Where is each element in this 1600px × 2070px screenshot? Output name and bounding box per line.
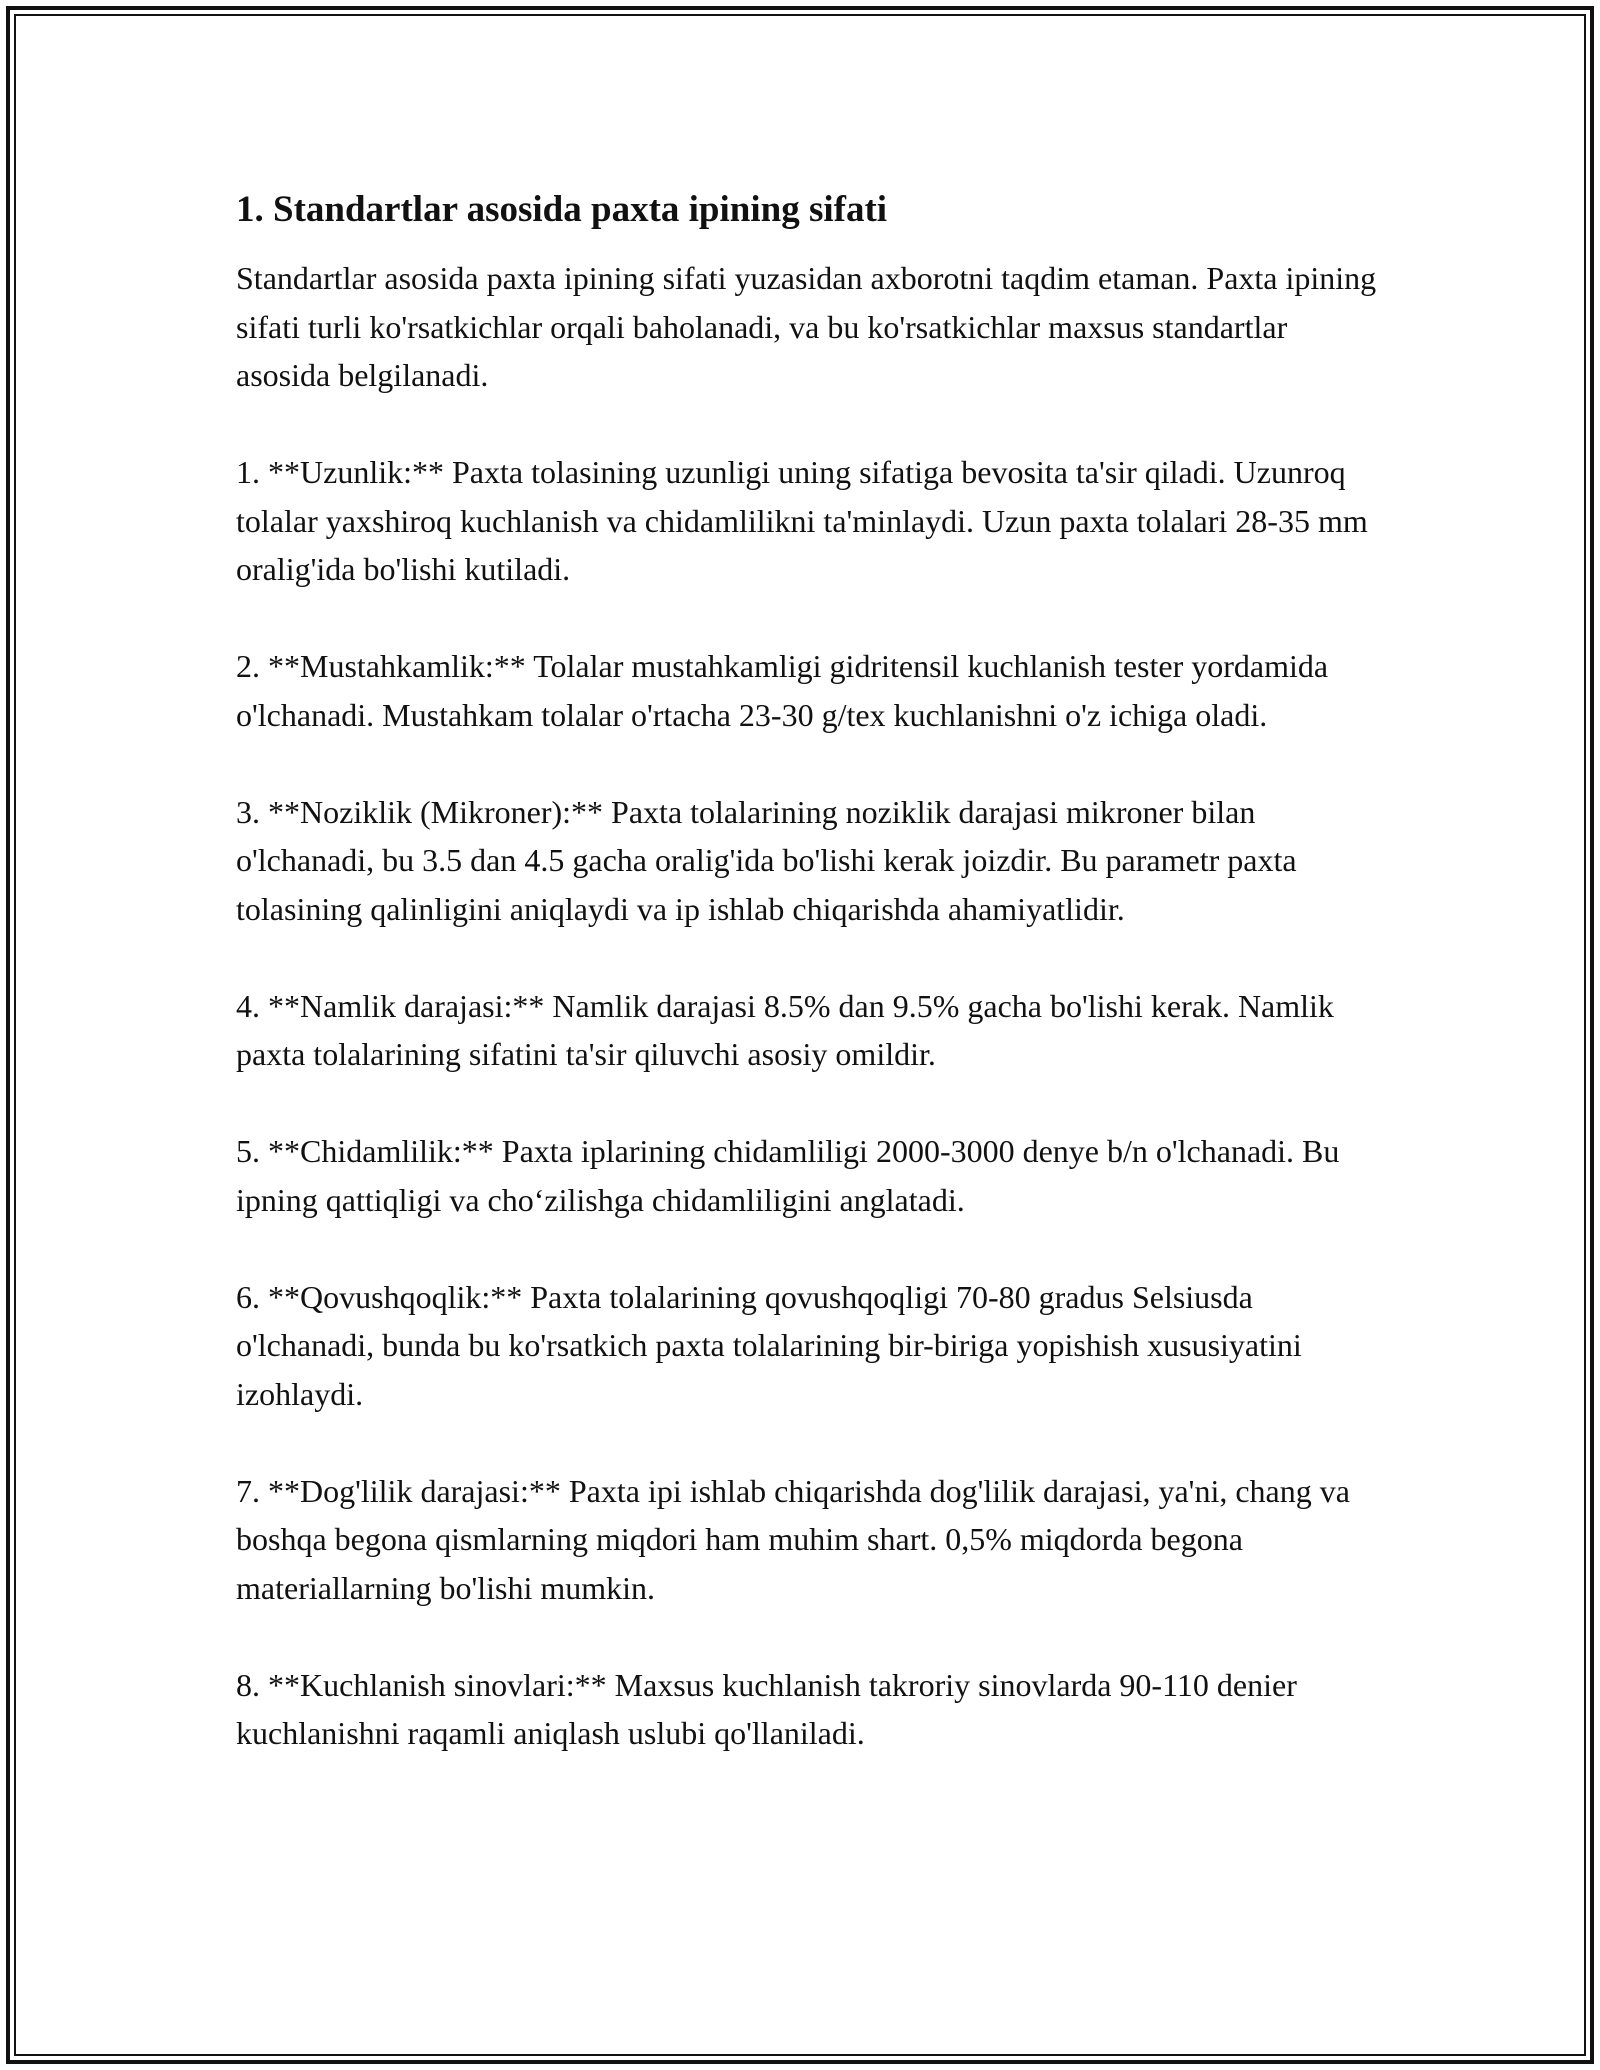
intro-paragraph: Standartlar asosida paxta ipining sifati yuzasidan axborotni taqdim etaman. Paxta ipining sifati turli ko'rsatkichlar orqali baholanadi, va bu ko'rsatkichlar maxsus standartlar asosida belgilanadi. bbox=[236, 260, 1377, 393]
item-durability-paragraph: 5. **Chidamlilik:** Paxta iplarining chidamliligi 2000-3000 denye b/n o'lchanadi. Bu ipning qattiqligi va cho‘zilishga chidamliligini anglatadi. bbox=[236, 1133, 1340, 1218]
document-body bbox=[236, 186, 1386, 1806]
item-length-paragraph: 1. **Uzunlik:** Paxta tolasining uzunligi uning sifatiga bevosita ta'sir qiladi. Uzunroq tolalar yaxshiroq kuchlanish va chidamlilikni ta'minlaydi. Uzun paxta tolalari 28-35 mm oralig'ida bo'lishi kutiladi. bbox=[236, 454, 1368, 587]
item-trash-content-paragraph: 7. **Dog'lilik darajasi:** Paxta ipi ishlab chiqarishda dog'lilik darajasi, ya'ni, chang va boshqa begona qismlarning miqdori ham muhim shart. 0,5% miqdorda begona materiallarning bo'lishi mumkin. bbox=[236, 1472, 1350, 1606]
item-moisture-paragraph: 4. **Namlik darajasi:** Namlik darajasi 8.5% dan 9.5% gacha bo'lishi kerak. Namlik paxta tolalarining sifatini ta'sir qiluvchi asosiy omildir. bbox=[236, 987, 1334, 1072]
item-viscosity-paragraph: 6. **Qovushqoqlik:** Paxta tolalarining qovushqoqligi 70-80 gradus Selsiusda o'lchanadi, bunda bu ko'rsatkich paxta tolalarining bir-biriga yopishish xususiyatini izohlaydi. bbox=[236, 1278, 1302, 1412]
item-strength-paragraph: 2. **Mustahkamlik:** Tolalar mustahkamligi gidritensil kuchlanish tester yordamida o'lchanadi. Mustahkam tolalar o'rtacha 23-30 g/tex kuchlanishni o'z ichiga oladi. bbox=[236, 648, 1329, 733]
item-tension-tests-paragraph: 8. **Kuchlanish sinovlari:** Maxsus kuchlanish takroriy sinovlarda 90-110 denier kuchlanishni raqamli aniqlash uslubi qo'llaniladi. bbox=[236, 1666, 1297, 1751]
document-heading: 1. Standartlar asosida paxta ipining sifati bbox=[236, 189, 888, 230]
item-fineness-paragraph: 3. **Noziklik (Mikroner):** Paxta tolalarining noziklik darajasi mikroner bilan o'lchanadi, bu 3.5 dan 4.5 gacha oralig'ida bo'lishi kerak joizdir. Bu parametr paxta tolasining qalinligini aniqlaydi va ip ishlab chiqarishda ahamiyatlidir. bbox=[236, 793, 1297, 927]
